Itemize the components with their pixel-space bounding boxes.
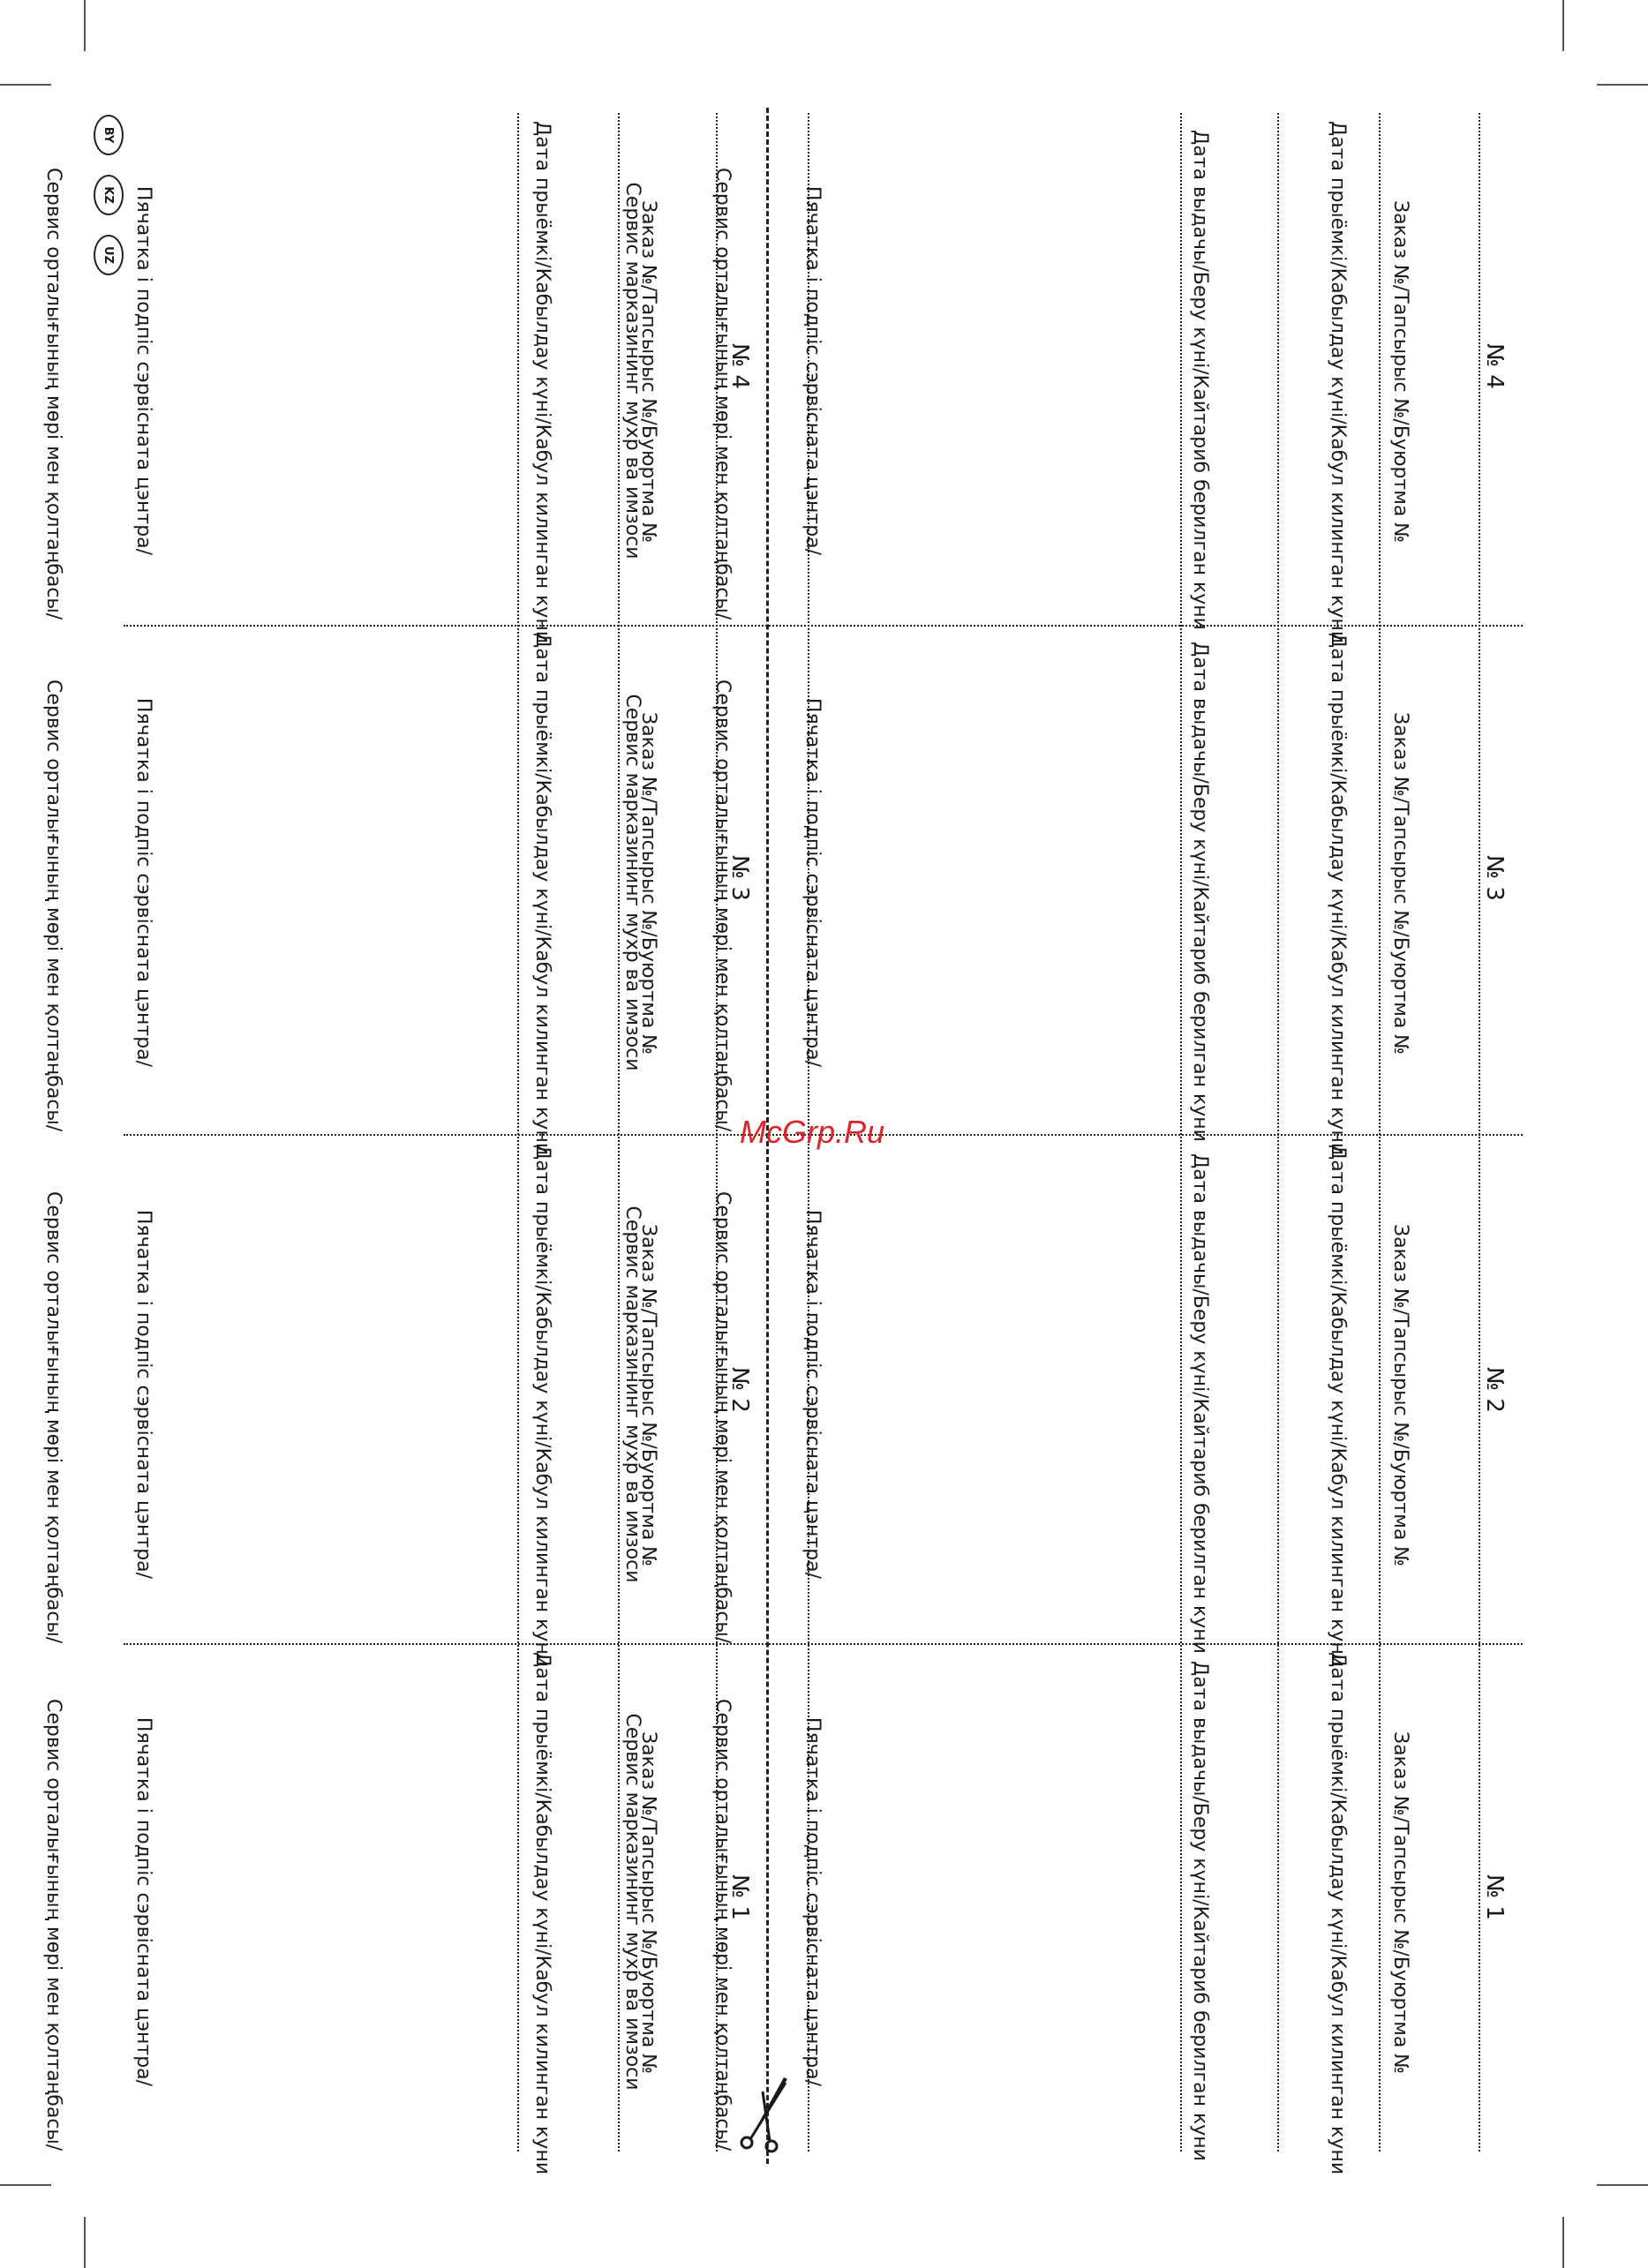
order-number-label: Заказ №/Тапсырыс №/Буюртма № — [1389, 712, 1411, 1055]
receive-date-label: Дата прыёмкі/Кабылдау күні/Кабул килинган куни — [531, 1652, 553, 2175]
signature-line: Сервис орталығының мөрі мен қолтаңбасы/ — [711, 680, 734, 1132]
signature-block — [42, 1699, 218, 2152]
divider — [517, 113, 519, 2152]
order-number-label: Заказ №/Тапсырыс №/Буюртма № — [637, 1731, 659, 2075]
order-number-label: Заказ №/Тапсырыс №/Буюртма № — [1389, 1224, 1411, 1567]
divider — [1379, 113, 1381, 2152]
crop-mark — [84, 2217, 86, 2268]
receive-date-label: Дата прыёмкі/Кабылдау күні/Кабул килинган куни — [1327, 121, 1349, 644]
issue-date-label: Дата выдачы/Беру күні/Кайтариб берилган куни — [1189, 130, 1211, 630]
signature-block — [42, 1191, 218, 1644]
signature-line: Пячатка і подпіс сэрвісната цэнтра/ — [801, 697, 824, 1068]
issue-date-label: Дата выдачы/Беру күні/Кайтариб берилган куни — [1189, 1153, 1211, 1654]
signature-line: Сервис орталығының мөрі мен қолтаңбасы/ — [711, 168, 734, 620]
signature-line: Сервис орталығының мөрі мен қолтаңбасы/ — [42, 1699, 64, 2152]
signature-block — [42, 680, 218, 1132]
coupon-number: № 1 — [1481, 1874, 1508, 1920]
divider — [1277, 113, 1279, 2152]
signature-line: Сервис орталығының мөрі мен қолтаңбасы/ — [711, 1191, 734, 1644]
signature-line: Пячатка і подпіс сэрвісната цэнтра/ — [132, 1209, 154, 1580]
crop-mark — [1597, 84, 1648, 86]
stub-number: № 2 — [726, 1367, 753, 1413]
crop-mark — [1562, 0, 1564, 51]
stub-number: № 4 — [726, 343, 753, 389]
coupon-number: № 3 — [1481, 855, 1508, 901]
crop-mark — [0, 84, 51, 86]
coupon-number: № 4 — [1481, 343, 1508, 389]
scissors-icon — [734, 2074, 800, 2153]
crop-mark — [84, 0, 86, 51]
signature-line: Сервис орталығының мөрі мен қолтаңбасы/ — [42, 168, 64, 620]
order-number-label: Заказ №/Тапсырыс №/Буюртма № — [1389, 1731, 1411, 2075]
crop-mark — [0, 2184, 51, 2186]
signature-line: Пячатка і подпіс сэрвісната цэнтра/ — [132, 697, 154, 1068]
receive-date-label: Дата прыёмкі/Кабылдау күні/Кабул килинган куни — [531, 1145, 553, 1668]
signature-line: Пячатка і подпіс сэрвісната цэнтра/ — [132, 185, 154, 556]
watermark: McGrp.Ru — [740, 1114, 885, 1150]
crop-mark — [1597, 2184, 1648, 2186]
stub-number: № 3 — [726, 855, 753, 901]
issue-date-label: Дата выдачы/Беру күні/Кайтариб берилган куни — [1189, 642, 1211, 1142]
receive-date-label: Дата прыёмкі/Кабылдау күні/Кабул килинган куни — [1327, 633, 1349, 1156]
coupon-number: № 2 — [1481, 1367, 1508, 1413]
order-number-label: Заказ №/Тапсырыс №/Буюртма № — [637, 200, 659, 544]
signature-line: Сервис марказининг мухр ва имзоси — [621, 694, 643, 1071]
receive-date-label: Дата прыёмкі/Кабылдау күні/Кабул килинган куни — [531, 633, 553, 1156]
lang-badge-kz: KZ — [94, 175, 124, 215]
lang-badge-by: BY — [94, 115, 124, 155]
section-divider — [124, 625, 1523, 627]
order-number-label: Заказ №/Тапсырыс №/Буюртма № — [1389, 200, 1411, 544]
order-number-label: Заказ №/Тапсырыс №/Буюртма № — [637, 1224, 659, 1567]
signature-line: Сервис марказининг мухр ва имзоси — [621, 1205, 643, 1583]
receive-date-label: Дата прыёмкі/Кабылдау күні/Кабул килинган куни — [1327, 1652, 1349, 2175]
stub-number: № 1 — [726, 1874, 753, 1920]
signature-line: Пячатка і подпіс сэрвісната цэнтра/ — [132, 1716, 154, 2087]
signature-line: Сервис марказининг мухр ва имзоси — [621, 182, 643, 559]
lang-badge-uz: UZ — [94, 235, 124, 275]
signature-line: Сервис орталығының мөрі мен қолтаңбасы/ — [42, 680, 64, 1132]
signature-line: Пячатка і подпіс сэрвісната цэнтра/ — [801, 185, 824, 556]
signature-line: Сервис орталығының мөрі мен қолтаңбасы/ — [42, 1191, 64, 1644]
divider — [1180, 113, 1182, 2152]
signature-line: Пячатка і подпіс сэрвісната цэнтра/ — [801, 1716, 824, 2087]
crop-mark — [1562, 2217, 1564, 2268]
signature-line: Пячатка і подпіс сэрвісната цэнтра/ — [801, 1209, 824, 1580]
section-divider — [124, 1643, 1523, 1645]
signature-line: Сервис орталығының мөрі мен қолтаңбасы/ — [711, 1699, 734, 2152]
receive-date-label: Дата прыёмкі/Кабылдау күні/Кабул килинган куни — [531, 121, 553, 644]
receive-date-label: Дата прыёмкі/Кабылдау күні/Кабул килинган куни — [1327, 1145, 1349, 1668]
signature-line: Сервис марказининг мухр ва имзоси — [621, 1713, 643, 2091]
order-number-label: Заказ №/Тапсырыс №/Буюртма № — [637, 712, 659, 1055]
issue-date-label: Дата выдачы/Беру күні/Кайтариб берилган куни — [1189, 1661, 1211, 2161]
